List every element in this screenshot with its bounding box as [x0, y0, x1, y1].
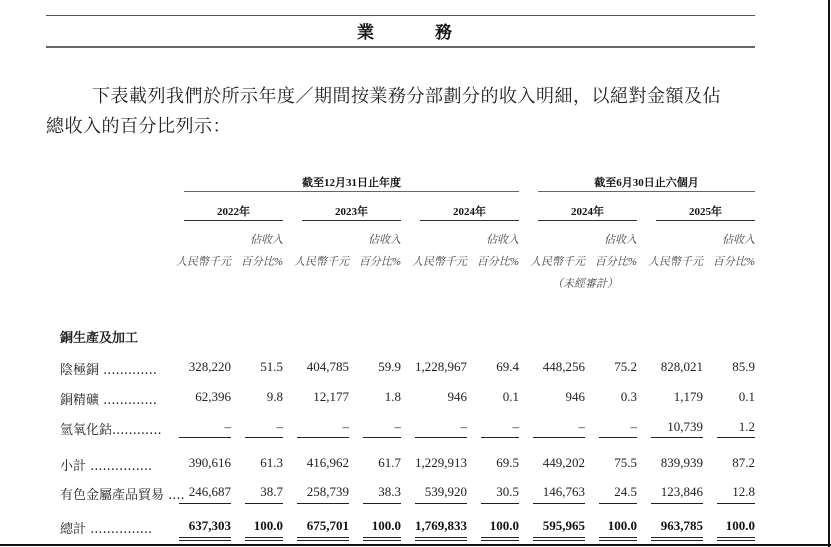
cell: 404,785	[306, 359, 349, 374]
group-header-six-months: 截至6月30日止六個月	[594, 177, 699, 189]
cell-total: 100.0	[607, 518, 637, 533]
col-pct-label: 百分比%	[358, 256, 401, 268]
period-rule	[420, 220, 519, 221]
cell: 1.8	[384, 389, 401, 404]
cell: 946	[447, 389, 467, 404]
cell: 839,939	[660, 455, 703, 470]
section-heading: 銅生產及加工	[60, 331, 139, 346]
group-header-rule	[184, 191, 519, 192]
cell-total: 100.0	[725, 518, 755, 533]
total-double-rule	[481, 537, 519, 541]
subtotal-rule	[297, 437, 349, 438]
col-pct-label: 佔收入	[250, 234, 283, 246]
period-rule	[302, 220, 401, 221]
total-double-rule	[297, 537, 349, 541]
subtotal-rule	[245, 437, 283, 438]
col-pct-label: 佔收入	[604, 234, 637, 246]
total-rule	[533, 503, 585, 504]
cell: 30.5	[496, 484, 519, 499]
col-amount-label: 人民幣千元	[648, 256, 703, 268]
cell: –	[394, 419, 401, 434]
cell: 51.5	[260, 359, 283, 374]
title-top-rule	[46, 15, 755, 16]
cell: 0.1	[738, 389, 755, 404]
period-header: 2025年	[689, 206, 722, 218]
cell: 539,920	[424, 484, 467, 499]
cell: 38.7	[260, 484, 283, 499]
cell: 123,846	[660, 484, 703, 499]
cell: 69.5	[496, 455, 519, 470]
total-double-rule	[363, 537, 401, 541]
cell: 1.2	[738, 419, 755, 434]
cell: 1,228,967	[415, 359, 467, 374]
page-border-bottom	[0, 544, 831, 546]
subtotal-rule	[363, 437, 401, 438]
period-rule	[184, 220, 283, 221]
cell: 61.3	[260, 455, 283, 470]
total-rule	[599, 503, 637, 504]
page-title: 業 務	[357, 23, 474, 43]
total-double-rule	[245, 537, 283, 541]
cell-total: 100.0	[253, 518, 283, 533]
subtotal-rule	[651, 437, 703, 438]
row-label: 陰極銅 .............	[60, 363, 157, 378]
cell: 69.4	[496, 359, 519, 374]
row-label-total: 總計 ...............	[60, 522, 153, 537]
col-pct-label: 佔收入	[368, 234, 401, 246]
total-double-rule	[533, 537, 585, 541]
col-amount-label: 人民幣千元	[176, 256, 231, 268]
total-double-rule	[415, 537, 467, 541]
total-rule	[363, 503, 401, 504]
cell: 75.2	[614, 359, 637, 374]
total-double-rule	[717, 537, 755, 541]
total-double-rule	[179, 537, 231, 541]
cell: 0.3	[620, 389, 637, 404]
cell: 87.2	[732, 455, 755, 470]
intro-paragraph-line2: 總收入的百分比列示：	[46, 116, 231, 137]
period-rule	[656, 220, 755, 221]
col-pct-label: 佔收入	[722, 234, 755, 246]
title-bottom-rule	[46, 46, 755, 48]
cell: 59.9	[378, 359, 401, 374]
col-pct-label: 百分比%	[594, 256, 637, 268]
period-header: 2024年	[453, 206, 486, 218]
cell-total: 637,303	[188, 518, 231, 533]
subtotal-rule	[179, 437, 231, 438]
cell-total: 100.0	[489, 518, 519, 533]
cell: –	[460, 419, 467, 434]
subtotal-rule	[481, 437, 519, 438]
subtotal-rule	[415, 437, 467, 438]
subtotal-rule	[533, 437, 585, 438]
cell: –	[630, 419, 637, 434]
cell-total: 100.0	[371, 518, 401, 533]
cell: 61.7	[378, 455, 401, 470]
col-pct-label: 百分比%	[712, 256, 755, 268]
row-label: 有色金屬產品貿易 ....	[60, 488, 185, 503]
cell-total: 1,769,833	[415, 518, 467, 533]
cell: –	[342, 419, 349, 434]
cell: 416,962	[306, 455, 349, 470]
total-double-rule	[599, 537, 637, 541]
unaudited-note: （未經審計）	[552, 278, 618, 290]
cell: 75.5	[614, 455, 637, 470]
cell: 24.5	[614, 484, 637, 499]
cell-total: 595,965	[542, 518, 585, 533]
cell: 0.1	[502, 389, 519, 404]
cell: 328,220	[188, 359, 231, 374]
total-rule	[415, 503, 467, 504]
cell-total: 963,785	[660, 518, 703, 533]
total-rule	[297, 503, 349, 504]
cell: 390,616	[188, 455, 231, 470]
col-amount-label: 人民幣千元	[412, 256, 467, 268]
cell: 38.3	[378, 484, 401, 499]
cell: 62,396	[195, 389, 231, 404]
cell: –	[276, 419, 283, 434]
cell: 828,021	[660, 359, 703, 374]
total-rule	[717, 503, 755, 504]
period-rule	[538, 220, 637, 221]
cell-total: 675,701	[306, 518, 349, 533]
cell: 946	[565, 389, 585, 404]
cell: 449,202	[542, 455, 585, 470]
col-pct-label: 百分比%	[476, 256, 519, 268]
row-label: 小計 ...............	[60, 459, 153, 474]
total-rule	[179, 503, 231, 504]
cell: 10,739	[667, 419, 703, 434]
total-double-rule	[651, 537, 703, 541]
cell: 246,687	[188, 484, 231, 499]
total-rule	[481, 503, 519, 504]
cell: 1,179	[673, 389, 703, 404]
period-header: 2024年	[571, 206, 604, 218]
cell: 258,739	[306, 484, 349, 499]
intro-paragraph-line1: 下表載列我們於所示年度／期間按業務分部劃分的收入明細，以絕對金額及佔	[92, 86, 721, 107]
total-rule	[245, 503, 283, 504]
period-header: 2023年	[335, 206, 368, 218]
col-pct-label: 百分比%	[240, 256, 283, 268]
subtotal-rule	[717, 437, 755, 438]
cell: 85.9	[732, 359, 755, 374]
page-border-right	[828, 0, 830, 547]
cell: –	[578, 419, 585, 434]
cell: 146,763	[542, 484, 585, 499]
group-header-year-ended: 截至12月31日止年度	[302, 177, 401, 189]
cell: 9.8	[266, 389, 283, 404]
subtotal-rule	[599, 437, 637, 438]
row-label: 銅精礦 .............	[60, 393, 157, 408]
group-header-rule	[538, 191, 755, 192]
total-rule	[651, 503, 703, 504]
cell: 12,177	[313, 389, 349, 404]
period-header: 2022年	[217, 206, 250, 218]
cell: 448,256	[542, 359, 585, 374]
col-pct-label: 佔收入	[486, 234, 519, 246]
col-amount-label: 人民幣千元	[530, 256, 585, 268]
col-amount-label: 人民幣千元	[294, 256, 349, 268]
row-label: 氫氧化鈷............	[60, 423, 162, 438]
cell: 12.8	[732, 484, 755, 499]
cell: –	[224, 419, 231, 434]
cell: –	[512, 419, 519, 434]
cell: 1,229,913	[415, 455, 467, 470]
